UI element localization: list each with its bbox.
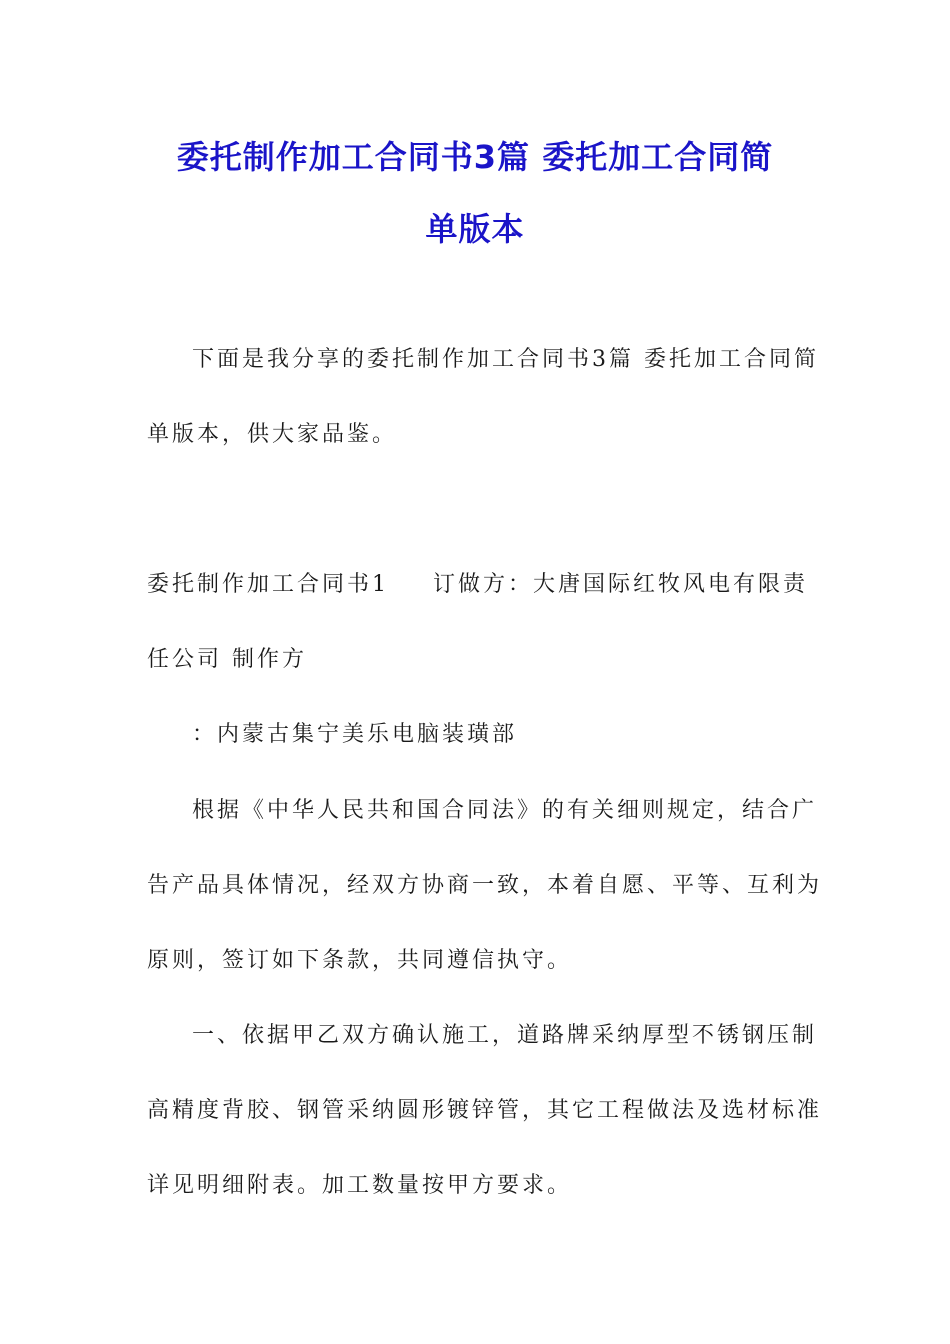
intro-line-1: 下面是我分享的委托制作加工合同书3篇 委托加工合同简 [192, 347, 819, 372]
document-title-line-1: 委托制作加工合同书3篇 委托加工合同简 [176, 138, 774, 176]
contract-heading: 委托制作加工合同书1 [147, 572, 389, 597]
party-line-2: 任公司 制作方 [147, 647, 307, 672]
clause-1-line-3: 详见明细附表。加工数量按甲方要求。 [147, 1173, 573, 1198]
basis-line-1: 根据《中华人民共和国合同法》的有关细则规定，结合广 [192, 798, 818, 823]
ordering-party: 订做方：大唐国际红牧风电有限责 [433, 572, 809, 597]
document-title-line-2: 单版本 [425, 210, 525, 248]
basis-line-2: 告产品具体情况，经双方协商一致，本着自愿、平等、互利为 [147, 873, 823, 898]
clause-1-line-1: 一、依据甲乙双方确认施工，道路牌采纳厚型不锈钢压制 [192, 1023, 818, 1048]
contract-heading-line [147, 570, 807, 600]
maker-party-line: ：内蒙古集宁美乐电脑装璜部 [192, 722, 518, 747]
basis-line-3: 原则，签订如下条款，共同遵信执守。 [147, 948, 573, 973]
clause-1-line-2: 高精度背胶、钢管采纳圆形镀锌管，其它工程做法及选材标准 [147, 1098, 823, 1123]
intro-line-2: 单版本，供大家品鉴。 [147, 422, 398, 447]
